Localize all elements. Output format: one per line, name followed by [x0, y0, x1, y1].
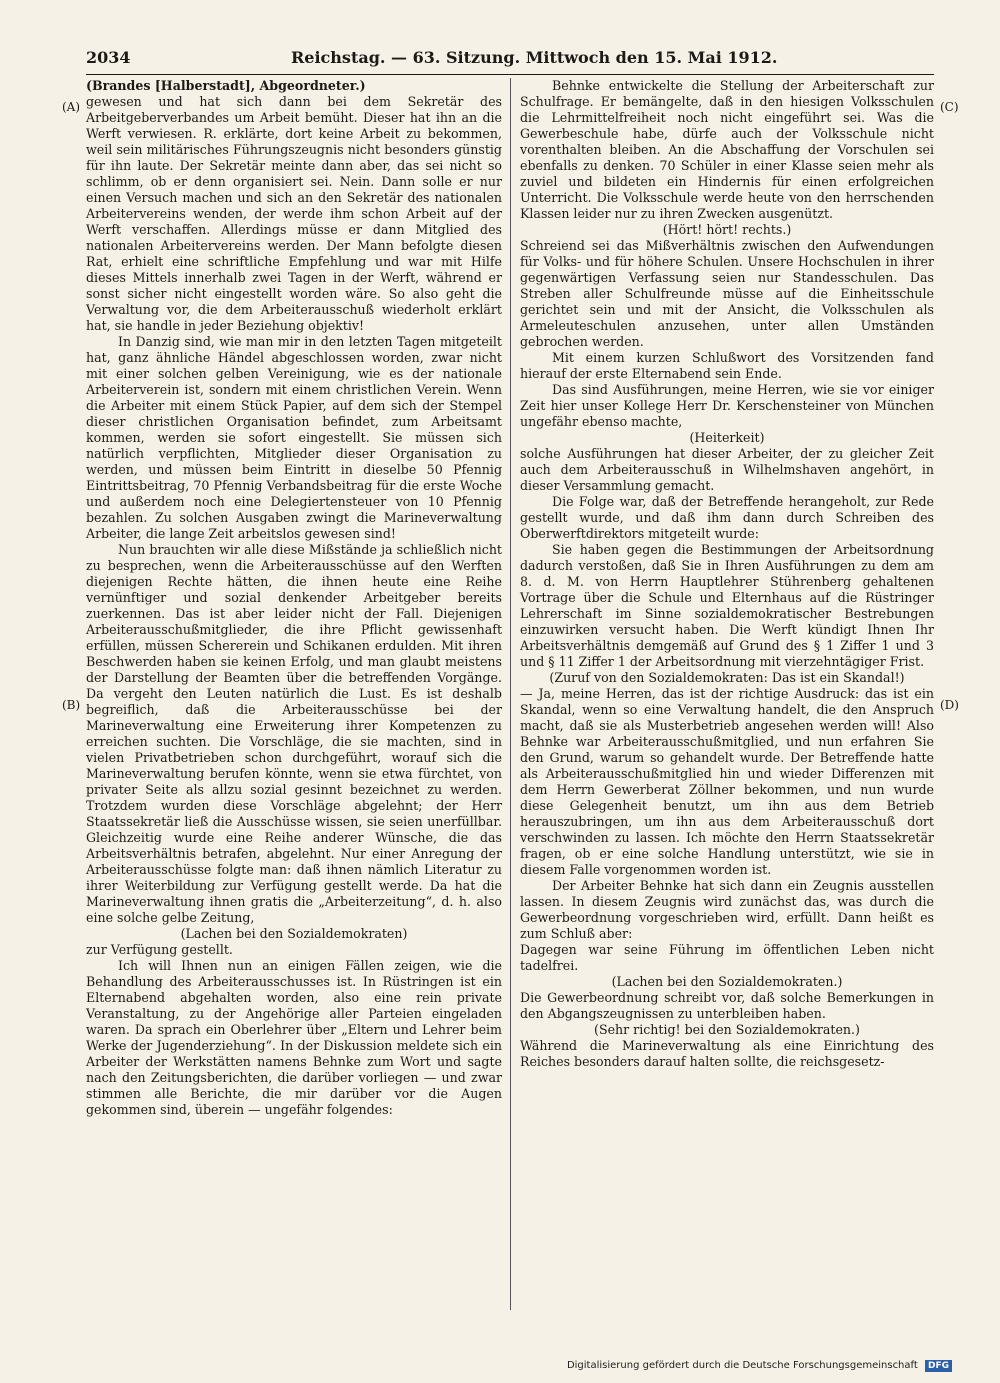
page-number: 2034 [86, 48, 131, 67]
margin-mark-b: (B) [62, 698, 81, 712]
interjection: (Hört! hört! rechts.) [662, 222, 792, 237]
interjection: (Lachen bei den Sozialdemokraten.) [611, 974, 843, 989]
margin-mark-c: (C) [940, 100, 959, 114]
footer-text: Digitalisierung gefördert durch die Deutsche Forschungsgemeinschaft [566, 1360, 918, 1371]
interjection: (Heiterkeit) [689, 430, 765, 445]
quoted-report: Schreiend sei das Mißverhältnis zwischen den Aufwendungen für Volks- und für höhere Schulen. Unsere Hochschulen in ihrer gegenwärtigen Verfassung seien nur Standesschulen. Das Streben aller Schulfreunde müsse auf die Einheitsschule gerichtet sein und mit der Ansicht, die Volksschulen als Armeleuteschulen anzusehen, unter allen Umständen gebrochen werden. [520, 238, 934, 349]
dfg-logo: DFG [925, 1360, 952, 1372]
paragraph: Während die Marineverwaltung als eine Einrichtung des Reiches besonders darauf halten sollte, die reichsgesetz- [520, 1038, 934, 1069]
paragraph: zur Verfügung gestellt. [86, 942, 233, 957]
right-column [520, 78, 934, 1070]
interjection: (Sehr richtig! bei den Sozialdemokraten.) [594, 1022, 860, 1037]
left-column [86, 78, 502, 1118]
interjection: (Lachen bei den Sozialdemokraten) [180, 926, 408, 941]
quoted-report: Behnke entwickelte die Stellung der Arbeiterschaft zur Schulfrage. Er bemängelte, daß in den hiesigen Volksschulen die Lehrmittelfreiheit noch nicht eingeführt sei. Was die Gewerbeschule habe, dürfe auch der Volksschule nicht vorenthalten bleiben. An die Abschaffung der Vorschulen sei ebenfalls zu denken. 70 Schüler in einer Klasse seien mehr als zuviel und bildeten ein Hindernis für einen erfolgreichen Unterricht. Die Volksschule werde heute von den herrschenden Klassen leider nur zu ihren Zwecken ausgenützt. [520, 78, 934, 221]
page-header [86, 48, 934, 72]
session-title: Reichstag. — 63. Sitzung. Mittwoch den 15. Mai 1912. [291, 48, 778, 67]
column-divider [510, 78, 511, 1310]
paragraph: gewesen und hat sich dann bei dem Sekretär des Arbeitgeberverbandes um Arbeit bemüht. Dieser hat ihn an die Werft verwiesen. R. erklärte, dort keine Arbeit zu bekommen, weil sein militärisches Führungszeugnis nicht besonders günstig für ihn laute. Der Sekretär meinte dann aber, das sei nicht so schlimm, ob er denn organisiert sei. Nein. Dann solle er nur einen Versuch machen und sich an den Sekretär des nationalen Arbeitervereins wenden, der werde ihm schon Arbeit auf der Werft verschaffen. Allerdings müsse er dann Mitglied des nationalen Arbeitervereins werden. Der Mann befolgte diesen Rat, erhielt eine schriftliche Empfehlung und war mit Hilfe dieses Mittels innerhalb zwei Tagen in der Werft, während er sonst sicher nicht eingestellt worden wäre. So also geht die Verwaltung vor, die dem Arbeiterausschuß wiederholt erklärt hat, sie handle in jeder Beziehung objektiv! [86, 94, 502, 333]
interjection: (Zuruf von den Sozialdemokraten: Das ist ein Skandal!) [549, 670, 905, 685]
paragraph: Nun brauchten wir alle diese Mißstände ja schließlich nicht zu besprechen, wenn die Arbeiterausschüsse auf den Werften diejenigen Rechte hätten, die ihnen heute eine Reihe vernünftiger und sozial denkender Arbeitgeber bereits zuerkennen. Das ist aber leider nicht der Fall. Diejenigen Arbeiterausschußmitglieder, die ihre Pflicht gewissenhaft erfüllen, müssen Schererein und Schikanen erdulden. Mit ihren Beschwerden haben sie keinen Erfolg, und man glaubt meistens der Darstellung der Beamten über die betreffenden Vorgänge. Da vergeht den Leuten natürlich die Lust. Es ist deshalb begreiflich, daß die Arbeiterausschüsse bei der Marineverwaltung eine Erweiterung ihrer Kompetenzen zu erreichen suchten. Die Vorschläge, die sie machten, sind in vielen Privatbetrieben schon durchgeführt, worauf sich die Marineverwaltung berufen könnte, wenn sie etwa fürchtet, von privater Seite als allzu sozial gesinnt bezeichnet zu werden. Trotzdem wurden diese Vorschläge abgelehnt; der Herr Staatssekretär ließ die Ausschüsse wissen, sie seien unerfüllbar. Gleichzeitig wurde eine Reihe anderer Wünsche, die das Arbeitsverhältnis betrafen, abgelehnt. Nur einer Anregung der Arbeiterausschüsse folgte man: daß ihnen nämlich Literatur zu ihrer Weiterbildung zur Verfügung gestellt werde. Da hat die Marineverwaltung ihnen gratis die „Arbeiterzeitung“, d. h. also eine solche gelbe Zeitung, [86, 542, 502, 925]
paragraph: solche Ausführungen hat dieser Arbeiter, der zu gleicher Zeit auch dem Arbeiterausschuß in Wilhelmshaven angehört, in dieser Versammlung gemacht. [520, 446, 934, 493]
footer-credit [567, 1360, 952, 1372]
quoted-letter: Sie haben gegen die Bestimmungen der Arbeitsordnung dadurch verstoßen, daß Sie in Ihren Ausführungen zu dem am 8. d. M. von Herrn Hauptlehrer Stührenberg gehaltenen Vortrage über die Schule und Elternhaus auf die Rüstringer Lehrerschaft im Sinne sozialdemokratischer Bestrebungen einzuwirken versucht haben. Die Werft kündigt Ihnen Ihr Arbeitsverhältnis demgemäß auf Grund des § 1 Ziffer 1 und 3 und § 11 Ziffer 1 der Arbeitsordnung mit vierzehntägiger Frist. [520, 542, 934, 669]
paragraph: In Danzig sind, wie man mir in den letzten Tagen mitgeteilt hat, ganz ähnliche Händel abgeschlossen worden, zwar nicht mit einer solchen gelben Vereinigung, wie es der nationale Arbeiterverein ist, sondern mit einem christlichen Verein. Wenn die Arbeiter mit einem Stück Papier, auf dem sich der Stempel dieser christlichen Organisation befindet, zum Arbeitsamt kommen, werden sie sofort eingestellt. Sie müssen sich natürlich verpflichten, Mitglieder dieser Organisation zu werden, und müssen beim Eintritt in dieselbe 50 Pfennig Eintrittsbeitrag, 70 Pfennig Verbandsbeitrag für die erste Woche und außerdem noch eine Delegiertensteuer von 10 Pfennig bezahlen. Zu solchen Ausgaben zwingt die Marineverwaltung Arbeiter, die lange Zeit arbeitslos gewesen sind! [86, 334, 502, 541]
header-rule [86, 74, 934, 75]
paragraph: Ich will Ihnen nun an einigen Fällen zeigen, wie die Behandlung des Arbeiterausschusses ist. In Rüstringen ist ein Elternabend abgehalten worden, also eine rein private Veranstaltung, zu der Angehörige aller Parteien eingeladen waren. Da sprach ein Oberlehrer über „Eltern und Lehrer beim Werke der Jugenderziehung“. In der Diskussion meldete sich ein Arbeiter der Werkstätten namens Behnke zum Wort und sagte nach den Zeitungsberichten, die darüber vorliegen — und zwar stimmen alle Berichte, die mir darüber vor die Augen gekommen sind, überein — ungefähr folgendes: [86, 958, 502, 1117]
quoted-report: Mit einem kurzen Schlußwort des Vorsitzenden fand hierauf der erste Elternabend sein Ende. [520, 350, 934, 381]
paragraph: Der Arbeiter Behnke hat sich dann ein Zeugnis ausstellen lassen. In diesem Zeugnis wird zunächst das, was durch die Gewerbeordnung vorgeschrieben wird, erfüllt. Dann heißt es zum Schluß aber: [520, 878, 934, 941]
margin-mark-d: (D) [940, 698, 959, 712]
quoted-certificate: Dagegen war seine Führung im öffentlichen Leben nicht tadelfrei. [520, 942, 934, 973]
margin-mark-a: (A) [62, 100, 81, 114]
paragraph: — Ja, meine Herren, das ist der richtige Ausdruck: das ist ein Skandal, wenn so eine Verwaltung handelt, die den Anspruch macht, daß sie als Musterbetrieb angesehen werden will! Also Behnke war Arbeiterausschußmitglied, und nun erfahren Sie den Grund, warum so gehandelt wurde. Der Betreffende hatte als Arbeiterausschußmitglied hin und wieder Differenzen mit dem Herrn Gewerberat Zöllner bekommen, und nun wurde diese Gelegenheit benutzt, um ihn aus dem Betrieb herauszubringen, um ihn aus dem Arbeiterausschuß dort verschwinden zu lassen. Ich möchte den Herrn Staatssekretär fragen, ob er eine solche Handlung unterstützt, wie sie in diesem Falle vorgenommen worden ist. [520, 686, 934, 877]
paragraph: Die Gewerbeordnung schreibt vor, daß solche Bemerkungen in den Abgangszeugnissen zu unterbleiben haben. [520, 990, 934, 1021]
paragraph: Die Folge war, daß der Betreffende herangeholt, zur Rede gestellt wurde, und daß ihm dann durch Schreiben des Oberwerftdirektors mitgeteilt wurde: [520, 494, 934, 541]
paragraph: Das sind Ausführungen, meine Herren, wie sie vor einiger Zeit hier unser Kollege Herr Dr. Kerschensteiner von München ungefähr ebenso machte, [520, 382, 934, 429]
speaker-line: (Brandes [Halberstadt], Abgeordneter.) [86, 78, 366, 93]
